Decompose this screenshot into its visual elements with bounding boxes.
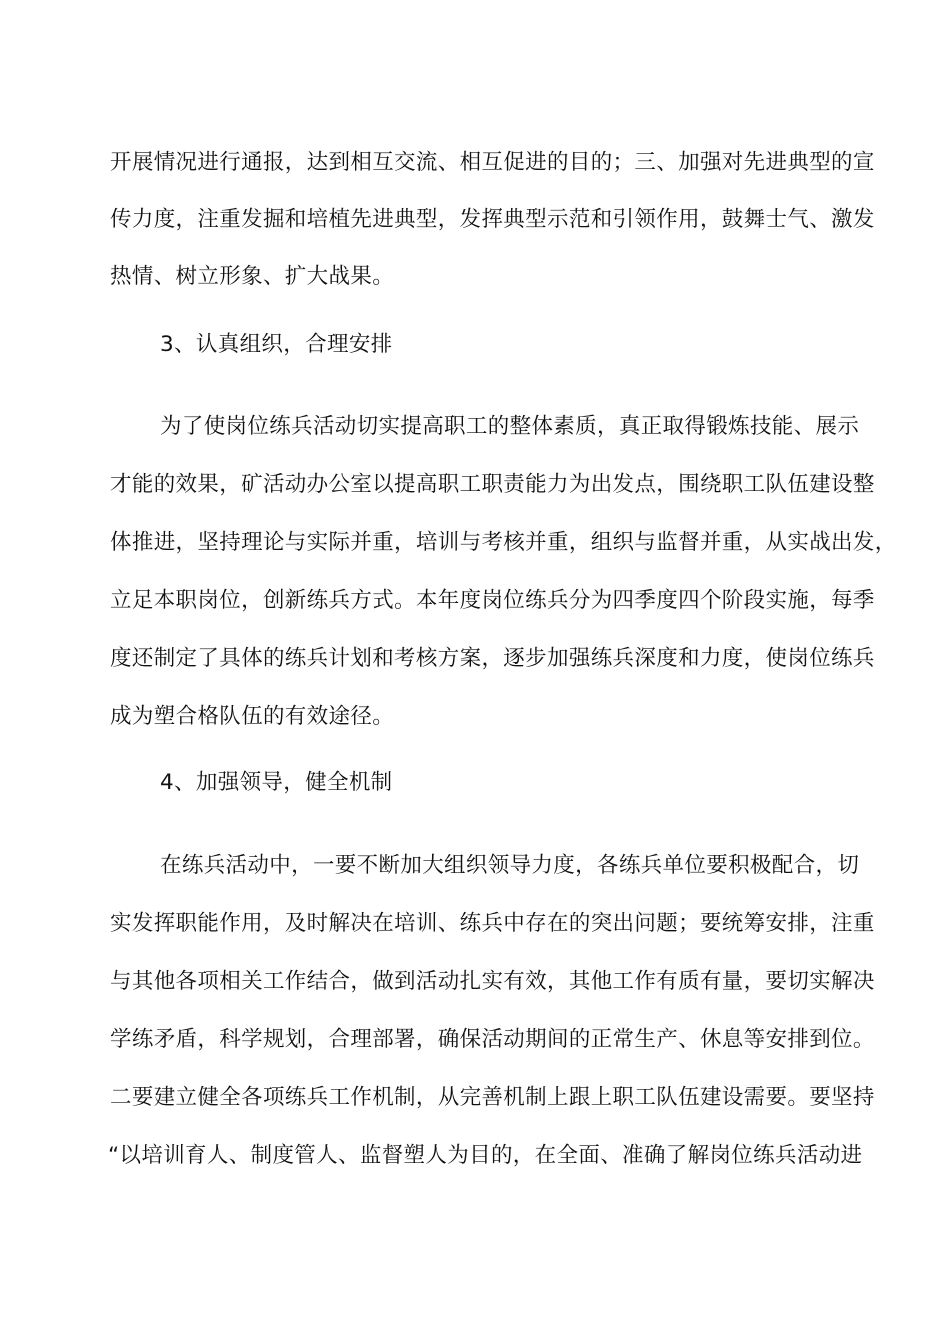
text-line: 实发挥职能作用，及时解决在培训、练兵中存在的突出问题；要统筹安排，注重 [110, 911, 875, 936]
text-line: 与其他各项相关工作结合，做到活动扎实有效，其他工作有质有量，要切实解决 [110, 969, 875, 994]
text-line: 体推进，坚持理论与实际并重，培训与考核并重，组织与监督并重，从实战出发， [110, 530, 897, 555]
text-line: “以培训育人、制度管人、监督塑人为目的，在全面、准确了解岗位练兵活动进 [108, 1143, 863, 1168]
section-heading: 4、加强领导，健全机制 [160, 770, 393, 795]
paragraph-first-line: 为了使岗位练兵活动切实提高职工的整体素质，真正取得锻炼技能、展示 [160, 414, 860, 439]
section-heading: 3、认真组织，合理安排 [160, 332, 393, 357]
text-line: 学练矛盾，科学规划，合理部署，确保活动期间的正常生产、休息等安排到位。 [110, 1027, 875, 1052]
text-line: 度还制定了具体的练兵计划和考核方案，逐步加强练兵深度和力度，使岗位练兵 [110, 646, 875, 671]
text-line: 传力度，注重发掘和培植先进典型，发挥典型示范和引领作用，鼓舞士气、激发 [110, 207, 875, 232]
paragraph-first-line: 在练兵活动中，一要不断加大组织领导力度，各练兵单位要积极配合，切 [160, 853, 860, 878]
text-line: 热情、树立形象、扩大战果。 [110, 264, 395, 289]
text-line: 立足本职岗位，创新练兵方式。本年度岗位练兵分为四季度四个阶段实施，每季 [110, 588, 875, 613]
text-line: 才能的效果，矿活动办公室以提高职工职责能力为出发点，围绕职工队伍建设整 [110, 472, 875, 497]
text-line: 二要建立健全各项练兵工作机制，从完善机制上跟上职工队伍建设需要。要坚持 [110, 1085, 875, 1110]
text-line: 开展情况进行通报，达到相互交流、相互促进的目的；三、加强对先进典型的宣 [110, 150, 875, 175]
text-line: 成为塑合格队伍的有效途径。 [110, 704, 395, 729]
